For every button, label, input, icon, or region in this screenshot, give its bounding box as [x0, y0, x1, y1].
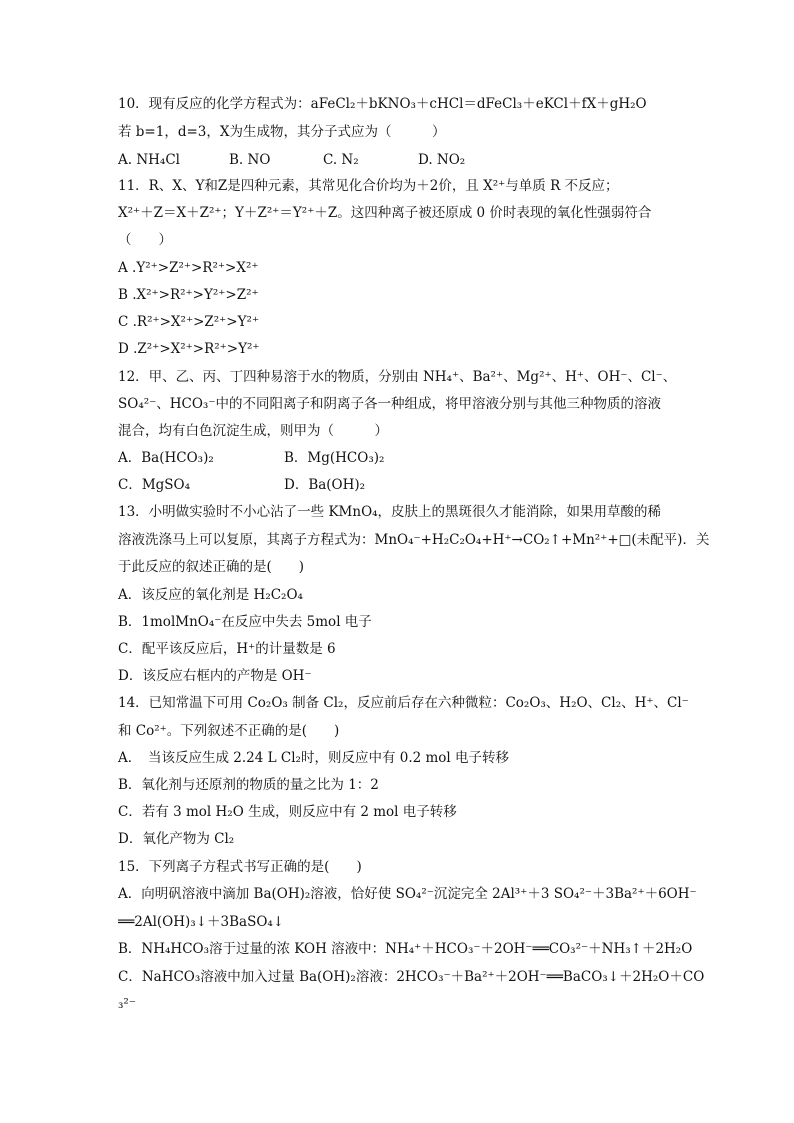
- q10-option-c: C. N₂: [323, 152, 359, 168]
- q12-option-b: B．Mg(HCO₃)₂: [284, 450, 385, 466]
- text-line: SO₄²⁻、HCO₃⁻中的不同阳离子和阴离子各一种组成，将甲溶液分别与其他三种物质的溶液: [118, 396, 661, 412]
- text-line: 11．R、X、Y和Z是四种元素，其常见化合价均为＋2价，且 X²⁺与单质 R 不反应；: [118, 178, 619, 194]
- text-line: A．该反应的氧化剂是 H₂C₂O₄: [118, 587, 303, 603]
- text-line: 和 Co²⁺。下列叙述不正确的是( ): [118, 723, 340, 739]
- text-line: 10．现有反应的化学方程式为：aFeCl₂＋bKNO₃＋cHCl＝dFeCl₃＋eKCl＋fX＋gH₂O: [118, 96, 647, 112]
- text-line: B．1molMnO₄⁻在反应中失去 5mol 电子: [118, 614, 372, 630]
- text-line: A．向明矾溶液中滴加 Ba(OH)₂溶液，恰好使 SO₄²⁻沉淀完全 2Al³⁺＋3 SO₄²⁻＋3Ba²⁺＋6OH⁻: [118, 886, 697, 902]
- q10-option-b: B. NO: [229, 152, 271, 168]
- text-line: C .R²⁺>X²⁺>Z²⁺>Y²⁺: [118, 314, 260, 330]
- text-line: ₃²⁻: [118, 996, 136, 1012]
- text-line: C．若有 3 mol H₂O 生成，则反应中有 2 mol 电子转移: [118, 804, 457, 820]
- text-line: D．该反应右框内的产物是 OH⁻: [118, 668, 312, 684]
- q12-option-c: C．MgSO₄: [118, 477, 191, 493]
- text-line: 若 b=1，d=3，X为生成物，其分子式应为（ ）: [118, 124, 446, 140]
- text-line: ══2Al(OH)₃↓＋3BaSO₄↓: [118, 914, 285, 930]
- text-line: 15．下列离子方程式书写正确的是( ): [118, 859, 362, 875]
- q12-option-a: A．Ba(HCO₃)₂: [118, 450, 214, 466]
- text-line: （ ）: [118, 232, 172, 248]
- text-line: X²⁺＋Z＝X＋Z²⁺；Y＋Z²⁺＝Y²⁺＋Z。这四种离子被还原成 0 价时表现的氧化性强弱符合: [118, 205, 652, 221]
- text-line: C．NaHCO₃溶液中加入过量 Ba(OH)₂溶液：2HCO₃⁻＋Ba²⁺＋2OH⁻══BaCO₃↓＋2H₂O＋CO: [118, 969, 705, 985]
- text-line: C．配平该反应后，H⁺的计量数是 6: [118, 641, 336, 657]
- text-line: 于此反应的叙述正确的是( ): [118, 559, 305, 575]
- text-line: A． 当该反应生成 2.24 L Cl₂时，则反应中有 0.2 mol 电子转移: [118, 750, 510, 766]
- text-line: B .X²⁺>R²⁺>Y²⁺>Z²⁺: [118, 287, 259, 303]
- text-line: 12．甲、乙、丙、丁四种易溶于水的物质，分别由 NH₄⁺、Ba²⁺、Mg²⁺、H⁺、OH⁻、Cl⁻、: [118, 369, 677, 385]
- text-line: 混合，均有白色沉淀生成，则甲为（ ）: [118, 423, 388, 439]
- text-line: A .Y²⁺>Z²⁺>R²⁺>X²⁺: [118, 260, 259, 276]
- text-line: 14．已知常温下可用 Co₂O₃ 制备 Cl₂，反应前后存在六种微粒：Co₂O₃、H₂O、Cl₂、H⁺、Cl⁻: [118, 695, 689, 711]
- text-line: B．氧化剂与还原剂的物质的量之比为 1：2: [118, 777, 379, 793]
- text-line: D．氧化产物为 Cl₂: [118, 831, 235, 847]
- text-line: B．NH₄HCO₃溶于过量的浓 KOH 溶液中：NH₄⁺＋HCO₃⁻＋2OH⁻══CO₃²⁻＋NH₃↑＋2H₂O: [118, 941, 693, 957]
- text-line: 13．小明做实验时不小心沾了一些 KMnO₄，皮肤上的黑斑很久才能消除，如果用草酸的稀: [118, 504, 662, 520]
- q12-option-d: D．Ba(OH)₂: [284, 477, 366, 493]
- q10-option-a: A. NH₄Cl: [118, 152, 180, 168]
- text-line: 溶液洗涤马上可以复原，其离子方程式为：MnO₄⁻+H₂C₂O₄+H⁺→CO₂↑+Mn²⁺+□(未配平)．关: [118, 532, 710, 548]
- q10-option-d: D. NO₂: [418, 152, 466, 168]
- text-line: D .Z²⁺>X²⁺>R²⁺>Y²⁺: [118, 341, 260, 357]
